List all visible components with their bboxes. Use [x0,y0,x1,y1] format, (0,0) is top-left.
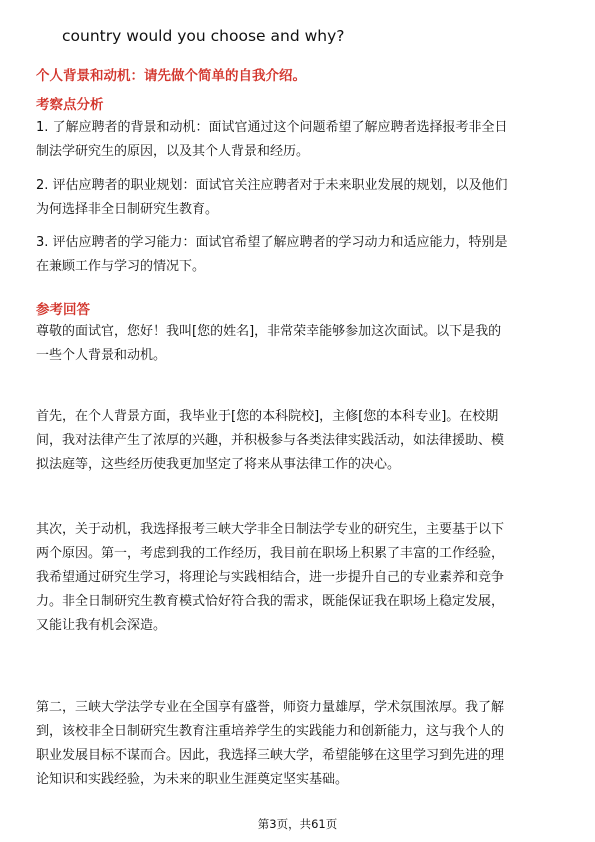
analysis-point-1 [36,116,566,164]
text-line: 拟法庭等，这些经历使我更加坚定了将来从事法律工作的决心。 [36,457,401,472]
text-line: 2. 评估应聘者的职业规划：面试官关注应聘者对于未来职业发展的规划，以及他们 [36,178,508,193]
text-line: 论知识和实践经验，为未来的职业生涯奠定坚实基础。 [36,772,349,787]
text-line: 为何选择非全日制研究生教育。 [36,202,219,217]
text-line: 到，该校非全日制研究生教育注重培养学生的实践能力和创新能力，这与我个人的 [36,724,505,739]
answer-paragraph-3 [36,518,566,638]
text-line: 3. 评估应聘者的学习能力：面试官希望了解应聘者的学习动力和适应能力，特别是 [36,235,508,250]
text-line: 间，我对法律产生了浓厚的兴趣，并积极参与各类法律实践活动，如法律援助、模 [36,433,505,448]
text-line: 尊敬的面试官，您好！我叫[您的姓名]，非常荣幸能够参加这次面试。以下是我的 [36,324,502,339]
question-tail-text: country would you choose and why? [62,27,345,45]
text-line: 一些个人背景和动机。 [36,348,167,363]
answer-paragraph-1 [36,320,566,368]
text-line: 制法学研究生的原因，以及其个人背景和经历。 [36,144,310,159]
analysis-point-2 [36,174,566,222]
text-line: 第二，三峡大学法学专业在全国享有盛誉，师资力量雄厚，学术氛围浓厚。我了解 [36,700,505,715]
text-line: 在兼顾工作与学习的情况下。 [36,259,206,274]
intro-heading: 个人背景和动机：请先做个简单的自我介绍。 [36,68,306,84]
page-number-footer: 第3页，共61页 [257,817,338,831]
text-line: 两个原因。第一，考虑到我的工作经历，我目前在职场上积累了丰富的工作经验， [36,546,505,561]
analysis-point-3 [36,231,566,279]
text-line: 又能让我有机会深造。 [36,618,167,633]
text-line: 我希望通过研究生学习，将理论与实践相结合，进一步提升自己的专业素养和竞争 [36,570,505,585]
answer-heading: 参考回答 [36,302,90,318]
text-line: 其次，关于动机，我选择报考三峡大学非全日制法学专业的研究生，主要基于以下 [36,522,505,537]
text-line: 首先，在个人背景方面，我毕业于[您的本科院校]，主修[您的本科专业]。在校期 [36,409,499,424]
answer-paragraph-2 [36,405,566,477]
answer-paragraph-4 [36,696,566,792]
analysis-heading: 考察点分析 [36,97,104,113]
text-line: 力。非全日制研究生教育模式恰好符合我的需求，既能保证我在职场上稳定发展， [36,594,505,609]
text-line: 职业发展目标不谋而合。因此，我选择三峡大学，希望能够在这里学习到先进的理 [36,748,505,763]
text-line: 1. 了解应聘者的背景和动机：面试官通过这个问题希望了解应聘者选择报考非全日 [36,120,508,135]
